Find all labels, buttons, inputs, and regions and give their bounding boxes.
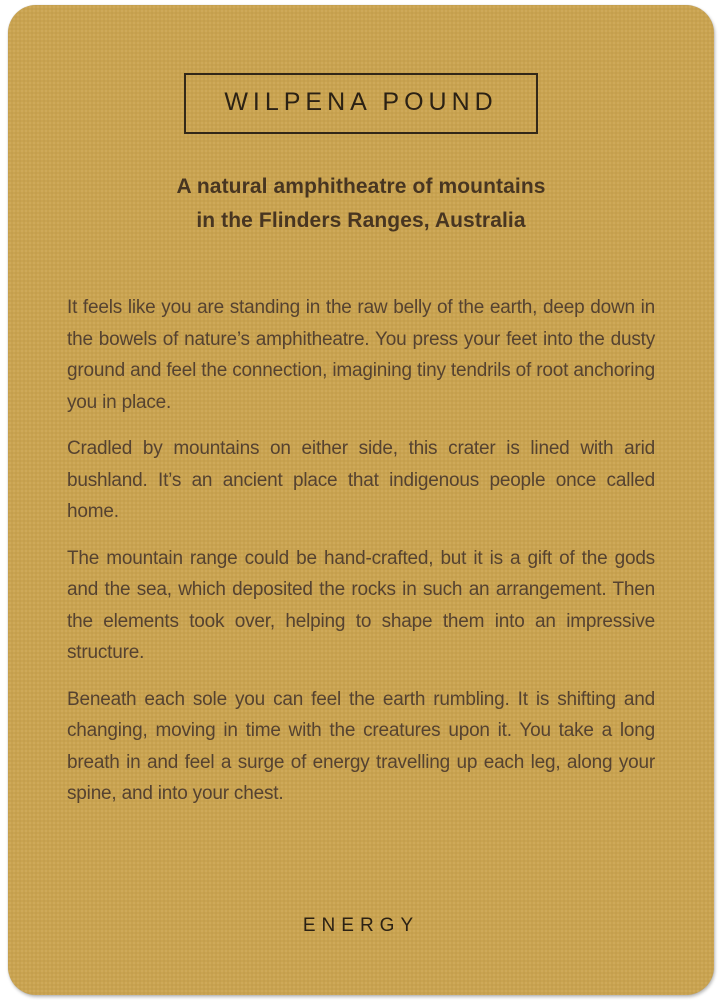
- card-paragraph-3: The mountain range could be hand-crafted, but it is a gift of the gods and the sea, which deposited the rocks in such an arrangement. Then the elements took over, helping to shape them into an impressive structure.: [67, 547, 655, 663]
- card-title: WILPENA POUND: [224, 88, 498, 116]
- card-subtitle-line-2: in the Flinders Ranges, Australia: [196, 209, 526, 232]
- card-paragraph-4: Beneath each sole you can feel the earth rumbling. It is shifting and changing, moving in time with the creatures upon it. You take a long breath in and feel a surge of energy travelling up each leg, along your spine, and into your chest.: [67, 688, 655, 804]
- card-category-label: ENERGY: [302, 915, 420, 936]
- card-paragraph-1: It feels like you are standing in the raw belly of the earth, deep down in the bowels of nature’s amphitheatre. You press your feet into the dusty ground and feel the connection, imagining tiny tendrils of root anchoring you in place.: [67, 297, 655, 413]
- oracle-card: [8, 5, 714, 995]
- card-body: [67, 292, 655, 825]
- card-subtitle-line-1: A natural amphitheatre of mountains: [176, 175, 546, 198]
- card-title-box: [184, 73, 537, 134]
- card-paragraph-2: Cradled by mountains on either side, this crater is lined with arid bushland. It’s an ancient place that indigenous people once called home.: [67, 438, 655, 522]
- card-subtitle: [176, 170, 545, 238]
